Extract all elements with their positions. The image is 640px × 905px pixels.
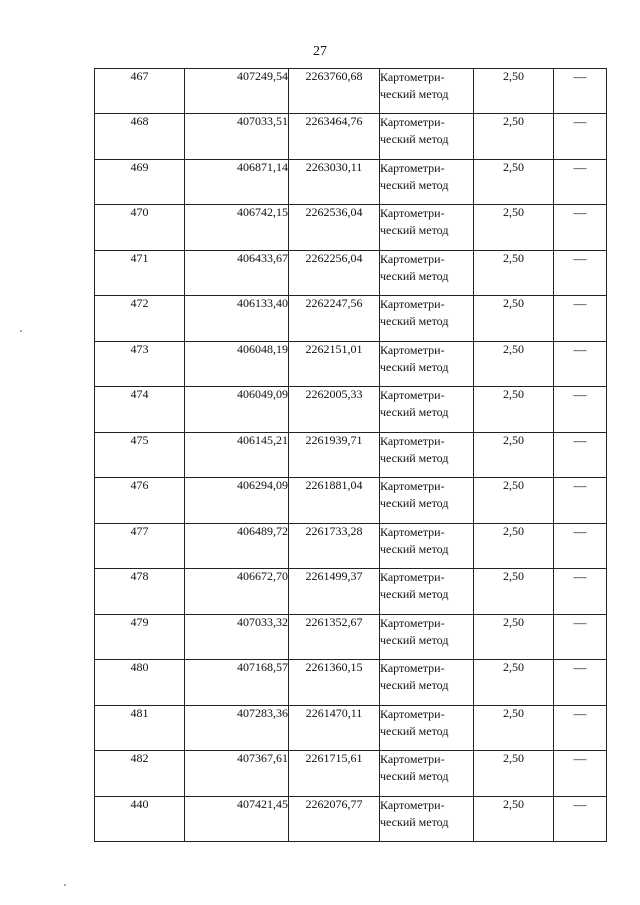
y-coordinate-cell: 2261715,61	[289, 751, 380, 796]
method-line: Картометри-	[380, 342, 445, 357]
precision-cell: 2,50	[474, 114, 554, 159]
point-number-cell: 479	[95, 614, 185, 659]
precision-cell: 2,50	[474, 705, 554, 750]
x-coordinate-cell: 406048,19	[185, 341, 289, 386]
precision-cell: 2,50	[474, 250, 554, 295]
method-cell	[380, 705, 474, 750]
method-line: ческий метод	[380, 587, 449, 602]
y-coordinate-cell: 2263760,68	[289, 69, 380, 114]
method-cell	[380, 114, 474, 159]
method-line: ческий метод	[380, 177, 449, 192]
x-coordinate-cell: 407033,32	[185, 614, 289, 659]
x-coordinate-cell: 406145,21	[185, 432, 289, 477]
method-line: ческий метод	[380, 723, 449, 738]
note-cell: —	[554, 387, 607, 432]
method-line: Картометри-	[380, 388, 445, 403]
method-line: Картометри-	[380, 160, 445, 175]
point-number-cell: 475	[95, 432, 185, 477]
method-line: Картометри-	[380, 115, 445, 130]
note-cell: —	[554, 614, 607, 659]
table-row	[95, 114, 607, 159]
method-line: ческий метод	[380, 450, 449, 465]
note-cell: —	[554, 660, 607, 705]
coordinates-table-body	[95, 69, 607, 842]
precision-cell: 2,50	[474, 614, 554, 659]
method-line: Картометри-	[380, 706, 445, 721]
method-line: Картометри-	[380, 206, 445, 221]
precision-cell: 2,50	[474, 159, 554, 204]
method-cell	[380, 660, 474, 705]
method-line: ческий метод	[380, 541, 449, 556]
table-row	[95, 250, 607, 295]
method-line: ческий метод	[380, 632, 449, 647]
method-line: ческий метод	[380, 359, 449, 374]
method-line: Картометри-	[380, 251, 445, 266]
y-coordinate-cell: 2261360,15	[289, 660, 380, 705]
point-number-cell: 473	[95, 341, 185, 386]
method-cell	[380, 796, 474, 841]
method-line: ческий метод	[380, 769, 449, 784]
note-cell: —	[554, 205, 607, 250]
method-line: ческий метод	[380, 268, 449, 283]
table-row	[95, 751, 607, 796]
x-coordinate-cell: 407421,45	[185, 796, 289, 841]
y-coordinate-cell: 2262151,01	[289, 341, 380, 386]
method-cell	[380, 478, 474, 523]
x-coordinate-cell: 407033,51	[185, 114, 289, 159]
point-number-cell: 470	[95, 205, 185, 250]
point-number-cell: 468	[95, 114, 185, 159]
point-number-cell: 478	[95, 569, 185, 614]
y-coordinate-cell: 2261470,11	[289, 705, 380, 750]
point-number-cell: 476	[95, 478, 185, 523]
note-cell: —	[554, 69, 607, 114]
method-cell	[380, 341, 474, 386]
note-cell: —	[554, 751, 607, 796]
precision-cell: 2,50	[474, 660, 554, 705]
note-cell: —	[554, 705, 607, 750]
precision-cell: 2,50	[474, 523, 554, 568]
precision-cell: 2,50	[474, 796, 554, 841]
method-line: Картометри-	[380, 570, 445, 585]
note-cell: —	[554, 478, 607, 523]
method-line: ческий метод	[380, 314, 449, 329]
precision-cell: 2,50	[474, 296, 554, 341]
y-coordinate-cell: 2261939,71	[289, 432, 380, 477]
method-line: Картометри-	[380, 797, 445, 812]
note-cell: —	[554, 159, 607, 204]
method-line: Картометри-	[380, 297, 445, 312]
table-row	[95, 796, 607, 841]
point-number-cell: 471	[95, 250, 185, 295]
method-cell	[380, 159, 474, 204]
x-coordinate-cell: 407249,54	[185, 69, 289, 114]
method-cell	[380, 250, 474, 295]
precision-cell: 2,50	[474, 205, 554, 250]
table-row	[95, 432, 607, 477]
note-cell: —	[554, 114, 607, 159]
scan-artifact-dot	[20, 330, 22, 332]
table-row	[95, 660, 607, 705]
y-coordinate-cell: 2262247,56	[289, 296, 380, 341]
table-row	[95, 205, 607, 250]
precision-cell: 2,50	[474, 569, 554, 614]
note-cell: —	[554, 796, 607, 841]
table-row	[95, 614, 607, 659]
method-line: Картометри-	[380, 70, 445, 84]
table-row	[95, 296, 607, 341]
note-cell: —	[554, 523, 607, 568]
method-line: Картометри-	[380, 752, 445, 767]
point-number-cell: 440	[95, 796, 185, 841]
table-row	[95, 69, 607, 114]
method-cell	[380, 296, 474, 341]
note-cell: —	[554, 432, 607, 477]
method-cell	[380, 523, 474, 568]
x-coordinate-cell: 406133,40	[185, 296, 289, 341]
precision-cell: 2,50	[474, 341, 554, 386]
table-row	[95, 705, 607, 750]
method-cell	[380, 432, 474, 477]
y-coordinate-cell: 2262536,04	[289, 205, 380, 250]
x-coordinate-cell: 406433,67	[185, 250, 289, 295]
y-coordinate-cell: 2263030,11	[289, 159, 380, 204]
note-cell: —	[554, 250, 607, 295]
precision-cell: 2,50	[474, 69, 554, 114]
y-coordinate-cell: 2261881,04	[289, 478, 380, 523]
note-cell: —	[554, 569, 607, 614]
method-line: ческий метод	[380, 87, 449, 101]
y-coordinate-cell: 2262256,04	[289, 250, 380, 295]
point-number-cell: 469	[95, 159, 185, 204]
x-coordinate-cell: 406672,70	[185, 569, 289, 614]
table-row	[95, 159, 607, 204]
method-cell	[380, 387, 474, 432]
table-row	[95, 341, 607, 386]
method-line: ческий метод	[380, 678, 449, 693]
x-coordinate-cell: 407283,36	[185, 705, 289, 750]
method-cell	[380, 69, 474, 114]
method-line: ческий метод	[380, 814, 449, 829]
method-cell	[380, 751, 474, 796]
table-row	[95, 478, 607, 523]
note-cell: —	[554, 341, 607, 386]
scan-artifact-dot	[64, 884, 66, 886]
method-cell	[380, 614, 474, 659]
x-coordinate-cell: 406871,14	[185, 159, 289, 204]
table-row	[95, 387, 607, 432]
method-line: ческий метод	[380, 223, 449, 238]
x-coordinate-cell: 407367,61	[185, 751, 289, 796]
page-number: 27	[313, 44, 327, 59]
table-row	[95, 523, 607, 568]
method-line: ческий метод	[380, 496, 449, 511]
precision-cell: 2,50	[474, 478, 554, 523]
method-line: Картометри-	[380, 433, 445, 448]
y-coordinate-cell: 2261352,67	[289, 614, 380, 659]
y-coordinate-cell: 2262005,33	[289, 387, 380, 432]
y-coordinate-cell: 2261499,37	[289, 569, 380, 614]
x-coordinate-cell: 407168,57	[185, 660, 289, 705]
method-line: ческий метод	[380, 405, 449, 420]
x-coordinate-cell: 406049,09	[185, 387, 289, 432]
y-coordinate-cell: 2261733,28	[289, 523, 380, 568]
point-number-cell: 481	[95, 705, 185, 750]
precision-cell: 2,50	[474, 387, 554, 432]
method-cell	[380, 569, 474, 614]
coordinates-table	[94, 68, 607, 842]
point-number-cell: 477	[95, 523, 185, 568]
point-number-cell: 472	[95, 296, 185, 341]
point-number-cell: 474	[95, 387, 185, 432]
precision-cell: 2,50	[474, 751, 554, 796]
method-line: Картометри-	[380, 615, 445, 630]
method-cell	[380, 205, 474, 250]
point-number-cell: 480	[95, 660, 185, 705]
method-line: Картометри-	[380, 661, 445, 676]
y-coordinate-cell: 2262076,77	[289, 796, 380, 841]
point-number-cell: 467	[95, 69, 185, 114]
note-cell: —	[554, 296, 607, 341]
y-coordinate-cell: 2263464,76	[289, 114, 380, 159]
method-line: Картометри-	[380, 479, 445, 494]
x-coordinate-cell: 406489,72	[185, 523, 289, 568]
x-coordinate-cell: 406742,15	[185, 205, 289, 250]
point-number-cell: 482	[95, 751, 185, 796]
table-row	[95, 569, 607, 614]
method-line: Картометри-	[380, 524, 445, 539]
method-line: ческий метод	[380, 132, 449, 147]
precision-cell: 2,50	[474, 432, 554, 477]
x-coordinate-cell: 406294,09	[185, 478, 289, 523]
